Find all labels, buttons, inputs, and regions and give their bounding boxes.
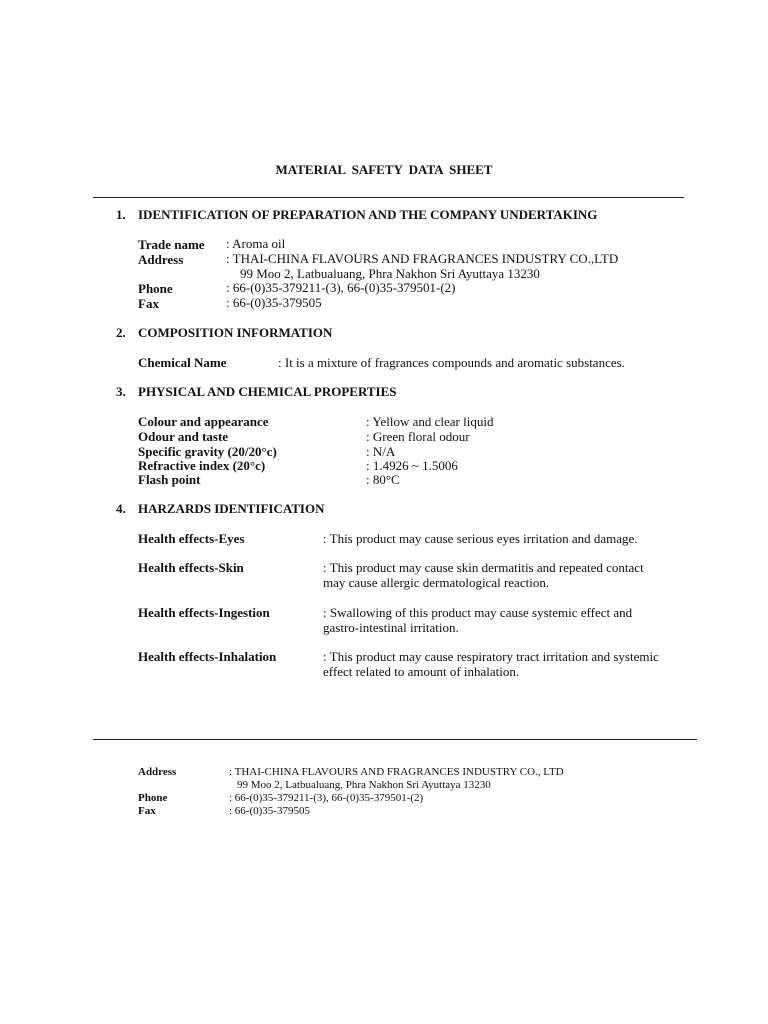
- property-label: Specific gravity (20/20°c): [138, 444, 277, 459]
- phone-value: : 66-(0)35-379211-(3), 66-(0)35-379501-(2): [226, 280, 456, 295]
- section-4-number: 4.: [116, 501, 126, 516]
- hazard-description: : This product may cause respiratory tract irritation and systemic effect related to amount of inhalation.: [323, 649, 659, 679]
- fax-label: Fax: [138, 296, 159, 311]
- footer-fax-label: Fax: [138, 805, 156, 817]
- hazard-description: : This product may cause serious eyes irritation and damage.: [323, 531, 638, 546]
- property-value: : 80°C: [366, 472, 400, 487]
- property-label: Odour and taste: [138, 429, 229, 444]
- section-1-number: 1.: [116, 207, 126, 222]
- property-value: : N/A: [366, 444, 396, 459]
- property-value: : Green floral odour: [366, 429, 470, 444]
- section-3-title: PHYSICAL AND CHEMICAL PROPERTIES: [138, 384, 397, 399]
- footer-address-value: : THAI-CHINA FLAVOURS AND FRAGRANCES INDUSTRY CO., LTD: [229, 766, 564, 778]
- footer-divider: [93, 739, 697, 740]
- address-value: : THAI-CHINA FLAVOURS AND FRAGRANCES INDUSTRY CO.,LTD: [226, 251, 619, 266]
- footer-phone-value: : 66-(0)35-379211-(3), 66-(0)35-379501-(2): [229, 792, 424, 804]
- chemical-name-value: : It is a mixture of fragrances compounds and aromatic substances.: [278, 355, 625, 370]
- fax-value: : 66-(0)35-379505: [226, 295, 322, 310]
- property-value: : 1.4926 ~ 1.5006: [366, 458, 458, 473]
- property-label: Refractive index (20°c): [138, 458, 266, 473]
- hazard-description: : Swallowing of this product may cause systemic effect and gastro-intestinal irritation.: [323, 605, 633, 635]
- footer-address-line-2: 99 Moo 2, Latbualuang, Phra Nakhon Sri Ayuttaya 13230: [237, 779, 491, 791]
- section-4-title: HARZARDS IDENTIFICATION: [138, 501, 325, 516]
- header-divider: [93, 197, 684, 198]
- section-3-number: 3.: [116, 384, 126, 399]
- document-title: MATERIAL SAFETY DATA SHEET: [275, 162, 493, 177]
- section-2-title: COMPOSITION INFORMATION: [138, 325, 333, 340]
- hazard-label: Health effects-Skin: [138, 560, 244, 575]
- address-line-2: 99 Moo 2, Latbualuang, Phra Nakhon Sri Ayuttaya 13230: [240, 266, 540, 281]
- footer-address-label: Address: [138, 766, 177, 778]
- hazard-label: Health effects-Inhalation: [138, 649, 277, 664]
- hazard-label: Health effects-Eyes: [138, 531, 245, 546]
- chemical-name-label: Chemical Name: [138, 355, 227, 370]
- property-label: Colour and appearance: [138, 414, 269, 429]
- address-label: Address: [138, 252, 184, 267]
- footer-phone-label: Phone: [138, 792, 168, 804]
- hazard-description: : This product may cause skin dermatitis and repeated contact may cause allergic dermatological reaction.: [323, 560, 644, 590]
- hazard-label: Health effects-Ingestion: [138, 605, 270, 620]
- property-label: Flash point: [138, 472, 201, 487]
- section-2-number: 2.: [116, 325, 126, 340]
- trade-name-value: : Aroma oil: [226, 236, 286, 251]
- footer-fax-value: : 66-(0)35-379505: [229, 805, 310, 817]
- phone-label: Phone: [138, 281, 173, 296]
- property-value: : Yellow and clear liquid: [366, 414, 494, 429]
- section-1-title: IDENTIFICATION OF PREPARATION AND THE COMPANY UNDERTAKING: [138, 207, 598, 222]
- trade-name-label: Trade name: [138, 237, 205, 252]
